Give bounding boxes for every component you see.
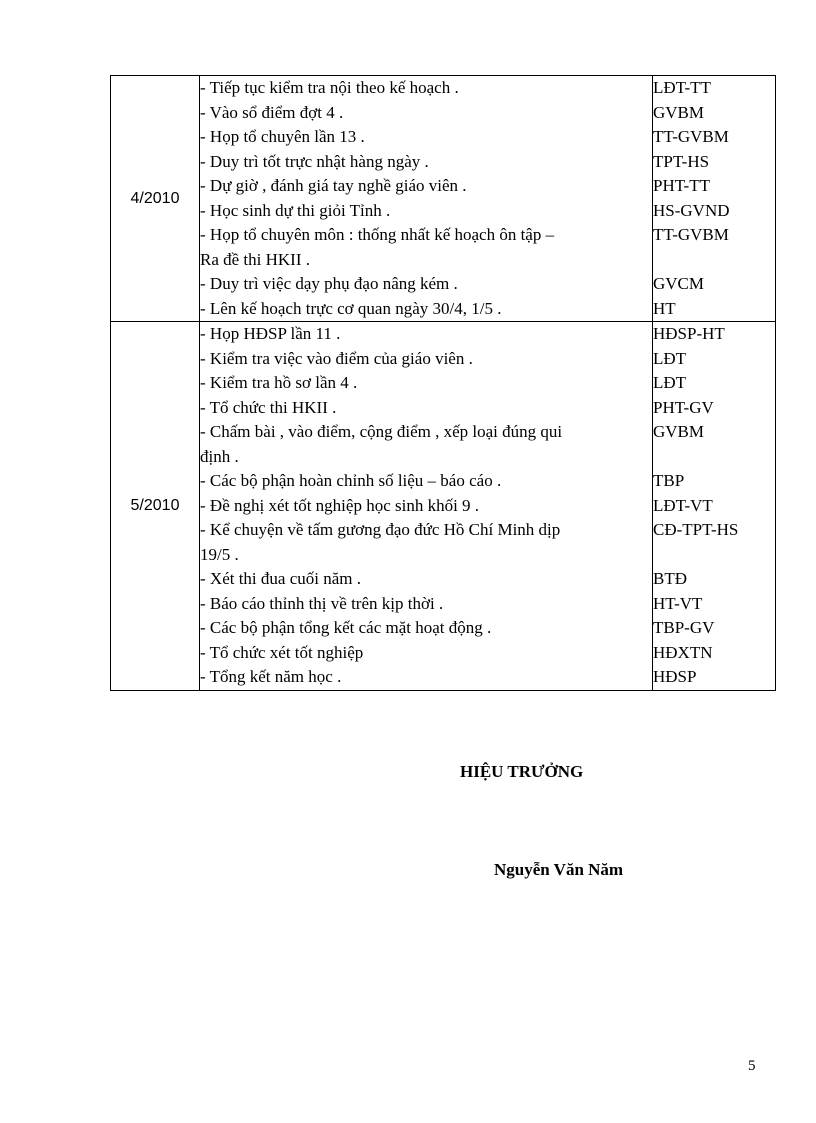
- responsible-line: TT-GVBM: [653, 127, 729, 146]
- page-number: 5: [748, 1058, 756, 1074]
- responsible-line: TBP: [653, 471, 685, 490]
- responsible-line: LĐT: [653, 348, 687, 368]
- task-line: Ra đề thi HKII .: [200, 249, 311, 269]
- task-line: - Các bộ phận tổng kết các mặt hoạt động .: [200, 618, 492, 637]
- responsible-line: CĐ-TPT-HS: [653, 520, 739, 539]
- task-line: - Kể chuyện về tấm gương đạo đức Hồ Chí Minh dịp: [200, 520, 561, 539]
- tasks-cell: [200, 76, 653, 322]
- responsible-line: TBP-GV: [653, 618, 715, 637]
- responsible-line: GVBM: [653, 102, 705, 122]
- task-line: 19/5 .: [200, 544, 239, 564]
- responsible-line: [653, 248, 775, 273]
- responsible-line: LĐT: [653, 373, 687, 392]
- responsible-line: TT-GVBM: [653, 225, 729, 244]
- signature-title: HIỆU TRƯỞNG: [460, 762, 584, 781]
- task-line: - Dự giờ , đánh giá tay nghề giáo viên .: [200, 176, 467, 195]
- month-row: [111, 322, 776, 691]
- responsible-cell: [653, 322, 776, 691]
- task-line: - Duy trì việc dạy phụ đạo nâng kém .: [200, 274, 458, 293]
- responsible-line: HT: [653, 298, 676, 318]
- task-line: - Đề nghị xét tốt nghiệp học sinh khối 9 .: [200, 495, 480, 515]
- responsible-line: GVBM: [653, 422, 705, 441]
- responsible-line: HT-VT: [653, 593, 703, 613]
- task-line: - Học sinh dự thi giỏi Tỉnh .: [200, 200, 391, 220]
- task-line: - Các bộ phận hoàn chỉnh số liệu – báo cáo .: [200, 471, 502, 490]
- responsible-line: GVCM: [653, 274, 705, 293]
- tasks-cell: [200, 322, 653, 691]
- task-line: - Vào sổ điểm đợt 4 .: [200, 102, 344, 122]
- signature-name: Nguyễn Văn Năm: [494, 860, 624, 879]
- task-line: - Họp tổ chuyên môn : thống nhất kế hoạch ôn tập –: [200, 225, 555, 244]
- responsible-line: PHT-TT: [653, 176, 710, 195]
- task-line: - Họp HĐSP lần 11 .: [200, 324, 341, 343]
- task-line: - Họp tổ chuyên lần 13 .: [200, 127, 365, 146]
- responsible-line: LĐT-TT: [653, 78, 711, 97]
- task-line: - Kiểm tra việc vào điểm của giáo viên .: [200, 348, 473, 368]
- responsible-line: PHT-GV: [653, 397, 714, 417]
- task-line: - Tổng kết năm học .: [200, 667, 342, 686]
- responsible-line: HS-GVND: [653, 200, 730, 220]
- task-line: - Lên kế hoạch trực cơ quan ngày 30/4, 1/5 .: [200, 298, 502, 318]
- task-line: - Báo cáo thỉnh thị về trên kịp thời .: [200, 593, 444, 613]
- task-line: - Tiếp tục kiểm tra nội theo kế hoạch .: [200, 78, 459, 97]
- task-line: định .: [200, 446, 239, 466]
- plan-table-body: [111, 76, 776, 691]
- task-line: - Xét thi đua cuối năm .: [200, 569, 361, 588]
- month-cell: 5/2010: [111, 322, 200, 691]
- task-line: - Kiểm tra hồ sơ lần 4 .: [200, 373, 358, 392]
- responsible-line: [653, 445, 775, 470]
- plan-table: [110, 75, 776, 691]
- responsible-line: LĐT-VT: [653, 495, 713, 515]
- responsible-line: HĐSP: [653, 667, 697, 686]
- task-line: - Tổ chức xét tốt nghiệp: [200, 642, 364, 662]
- task-line: - Chấm bài , vào điểm, cộng điểm , xếp loại đúng qui: [200, 422, 563, 441]
- responsible-cell: [653, 76, 776, 322]
- month-cell: 4/2010: [111, 76, 200, 322]
- task-line: - Duy trì tốt trực nhật hàng ngày .: [200, 151, 429, 171]
- responsible-line: [653, 543, 775, 568]
- responsible-line: TPT-HS: [653, 151, 710, 171]
- month-row: [111, 76, 776, 322]
- responsible-line: HĐSP-HT: [653, 324, 725, 343]
- task-line: - Tổ chức thi HKII .: [200, 397, 337, 417]
- responsible-line: HĐXTN: [653, 642, 713, 662]
- responsible-line: BTĐ: [653, 569, 687, 588]
